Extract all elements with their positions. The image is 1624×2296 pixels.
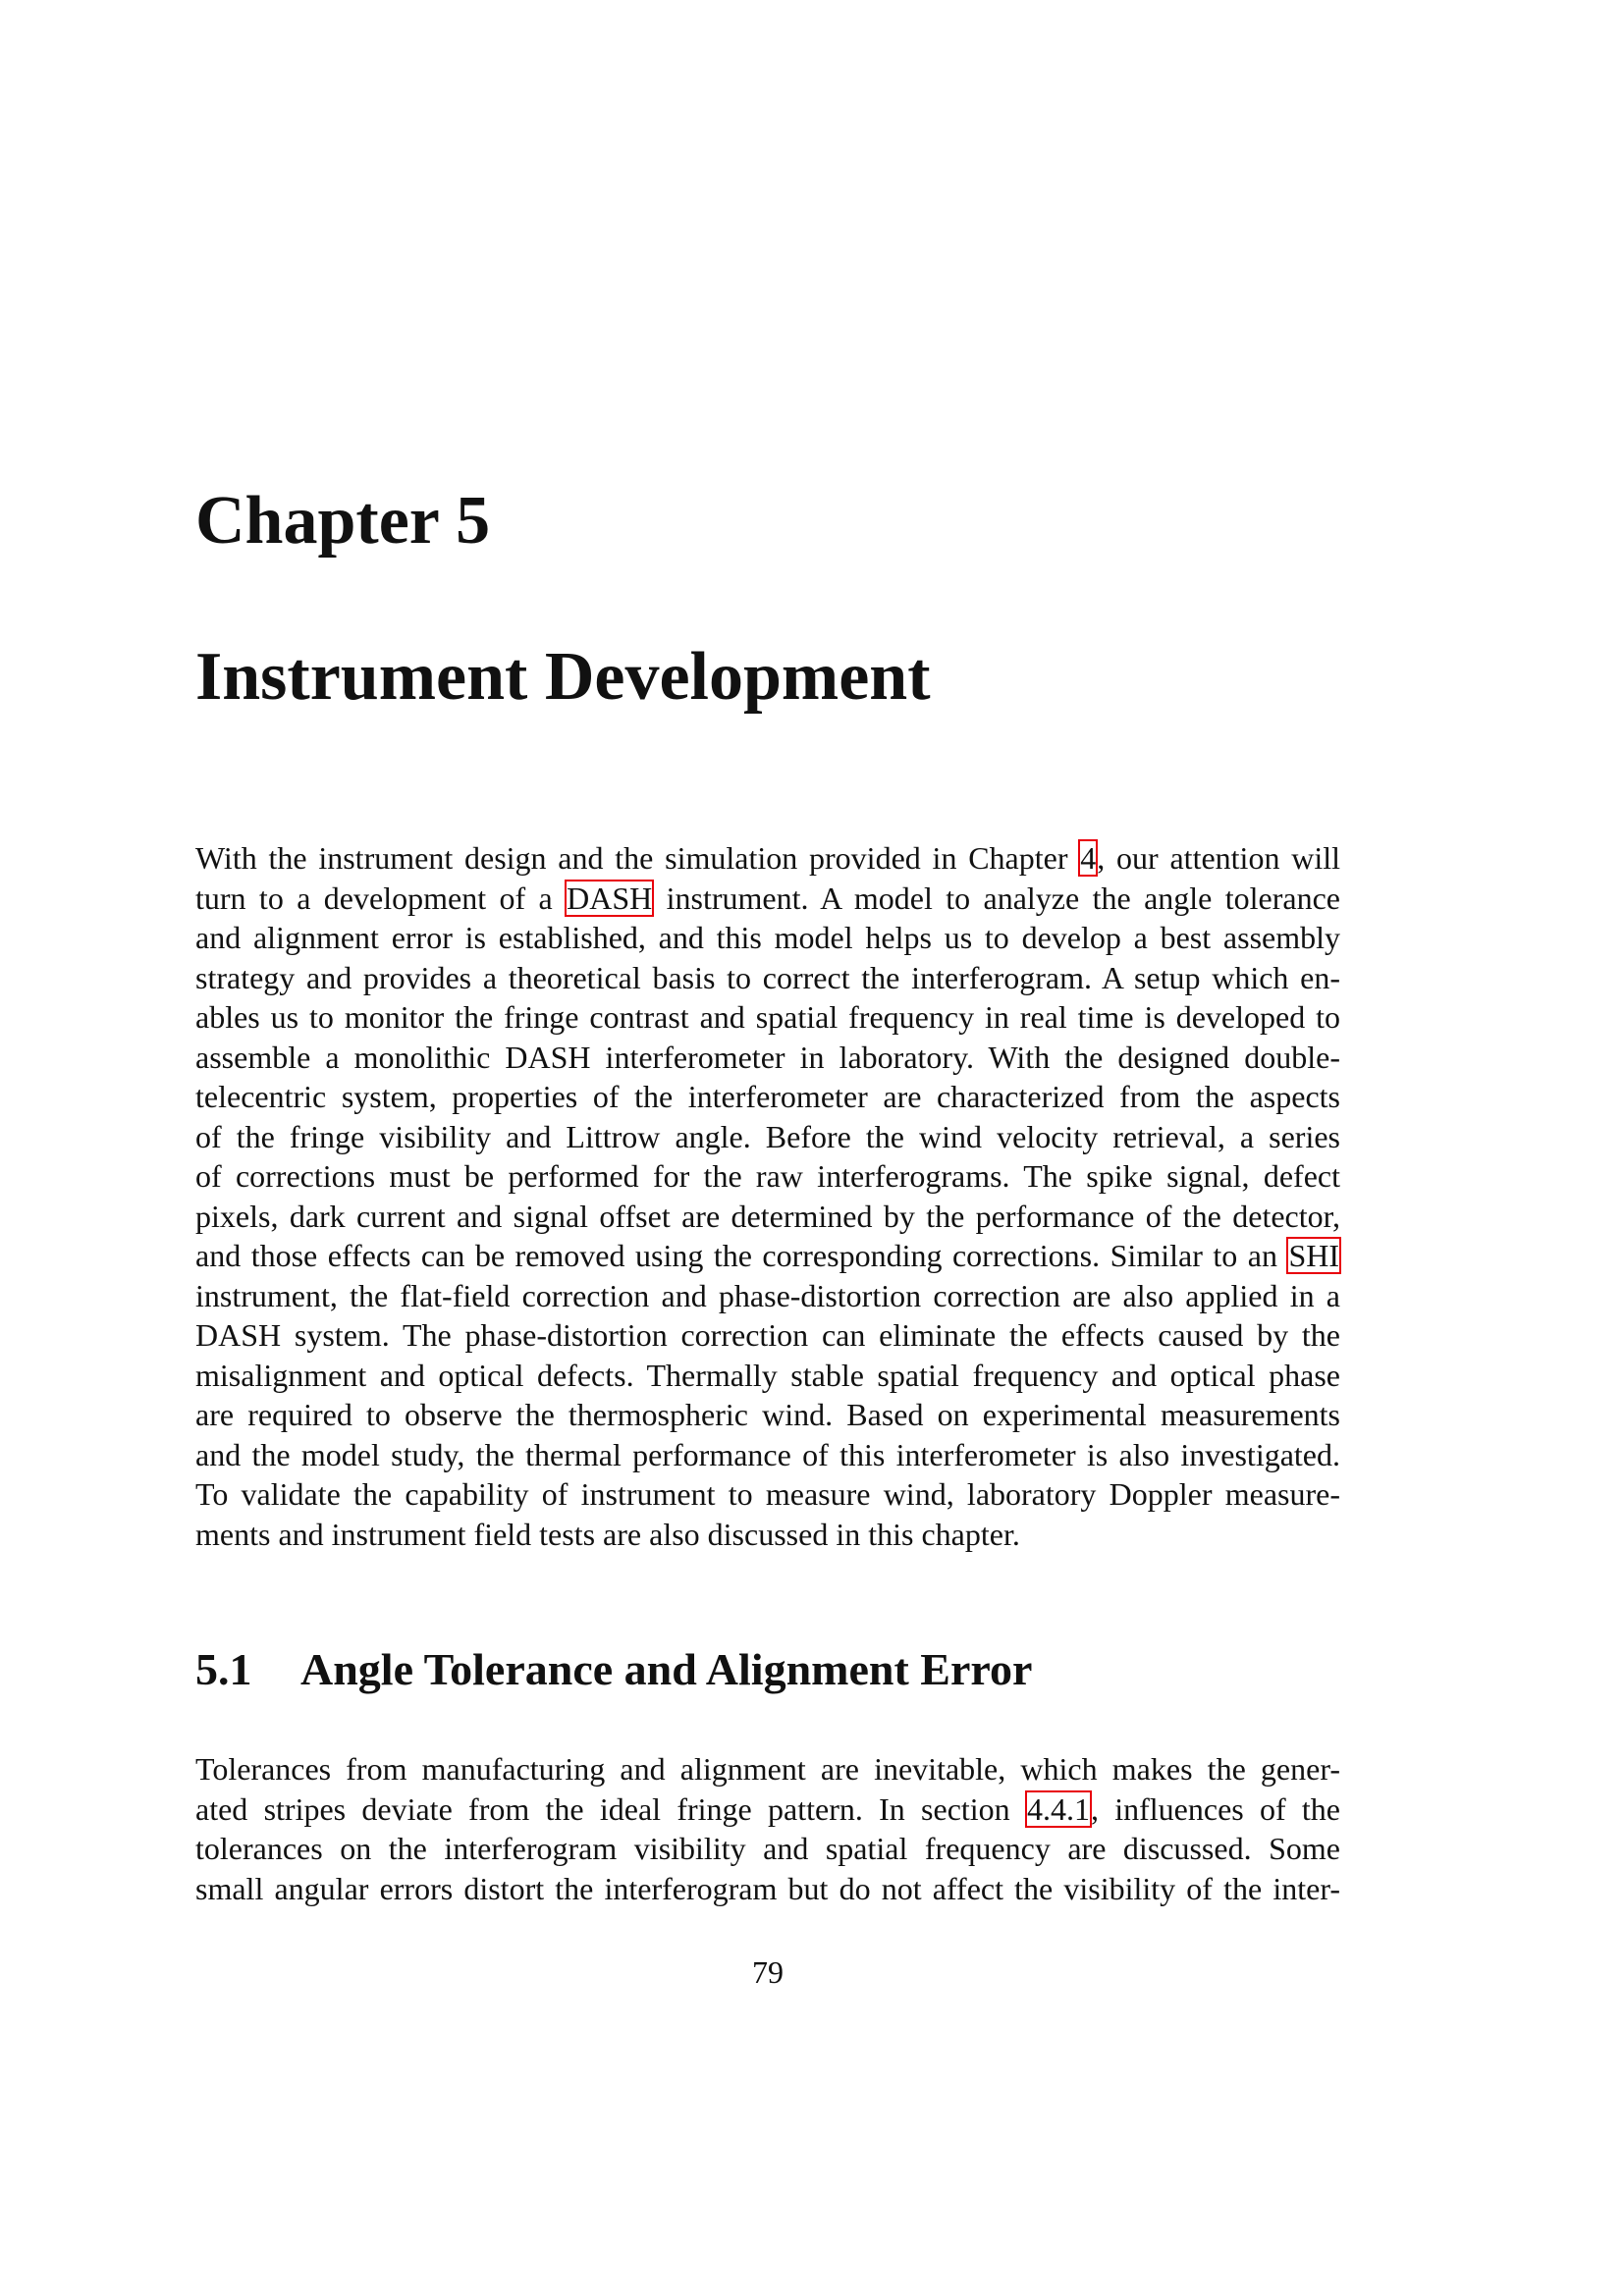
paragraph-line: ables us to monitor the fringe contrast and spatial frequency in real time is developed to	[195, 999, 1340, 1035]
paragraph-line: assemble a monolithic DASH interferometer in laboratory. With the designed double-	[195, 1039, 1340, 1075]
section-title: Angle Tolerance and Alignment Error	[300, 1644, 1033, 1694]
chapter-4-link[interactable]: 4	[1080, 840, 1097, 876]
paragraph-line: tolerances on the interferogram visibility and spatial frequency are discussed. Some	[195, 1831, 1340, 1866]
section-paragraph	[195, 1749, 1340, 1908]
chapter-title: Instrument Development	[195, 639, 931, 715]
paragraph-line: and the model study, the thermal performance of this interferometer is also investigated.	[195, 1436, 1340, 1472]
page-number: 79	[752, 1954, 784, 1990]
paragraph-line: misalignment and optical defects. Thermally stable spatial frequency and optical phase	[195, 1357, 1340, 1393]
paragraph-line: ated stripes deviate from the ideal fringe pattern. In section 4.4.1, influences of the	[195, 1790, 1341, 1827]
paragraph-line: DASH system. The phase-distortion correction can eliminate the effects caused by the	[195, 1317, 1340, 1353]
paragraph-line: of the fringe visibility and Littrow angle. Before the wind velocity retrieval, a series	[195, 1118, 1340, 1154]
paragraph-line: and those effects can be removed using the corresponding corrections. Similar to an SHI	[195, 1238, 1339, 1273]
paragraph-line: ments and instrument field tests are also discussed in this chapter.	[195, 1516, 1020, 1552]
dash-acronym-link[interactable]: DASH	[567, 880, 653, 916]
paragraph-line: are required to observe the thermospheric wind. Based on experimental measurements	[195, 1397, 1340, 1432]
paragraph-line: and alignment error is established, and this model helps us to develop a best assembly	[195, 920, 1340, 955]
paragraph-line: To validate the capability of instrument to measure wind, laboratory Doppler measure-	[195, 1476, 1340, 1512]
paragraph-line: Tolerances from manufacturing and alignment are inevitable, which makes the gener-	[195, 1751, 1340, 1787]
chapter-label: Chapter 5	[195, 483, 491, 559]
section-4-4-1-link[interactable]: 4.4.1	[1026, 1790, 1090, 1827]
paragraph-line: telecentric system, properties of the interferometer are characterized from the aspects	[195, 1079, 1340, 1114]
chapter-intro-paragraph	[195, 838, 1340, 1554]
paragraph-line: strategy and provides a theoretical basis to correct the interferogram. A setup which en-	[195, 959, 1340, 995]
paragraph-line: of corrections must be performed for the raw interferograms. The spike signal, defect	[195, 1158, 1340, 1194]
shi-acronym-link[interactable]: SHI	[1288, 1238, 1339, 1273]
paragraph-line: instrument, the flat-field correction and phase-distortion correction are also applied in a	[195, 1277, 1340, 1313]
paragraph-line: With the instrument design and the simulation provided in Chapter 4, our attention will	[195, 840, 1341, 876]
section-heading	[195, 1644, 1033, 1694]
paragraph-line: small angular errors distort the interferogram but do not affect the visibility of the inter-	[195, 1870, 1340, 1906]
paragraph-line: turn to a development of a DASH instrument. A model to analyze the angle tolerance	[195, 880, 1341, 916]
paragraph-line: pixels, dark current and signal offset are determined by the performance of the detector,	[195, 1198, 1340, 1234]
section-number: 5.1	[195, 1644, 252, 1694]
